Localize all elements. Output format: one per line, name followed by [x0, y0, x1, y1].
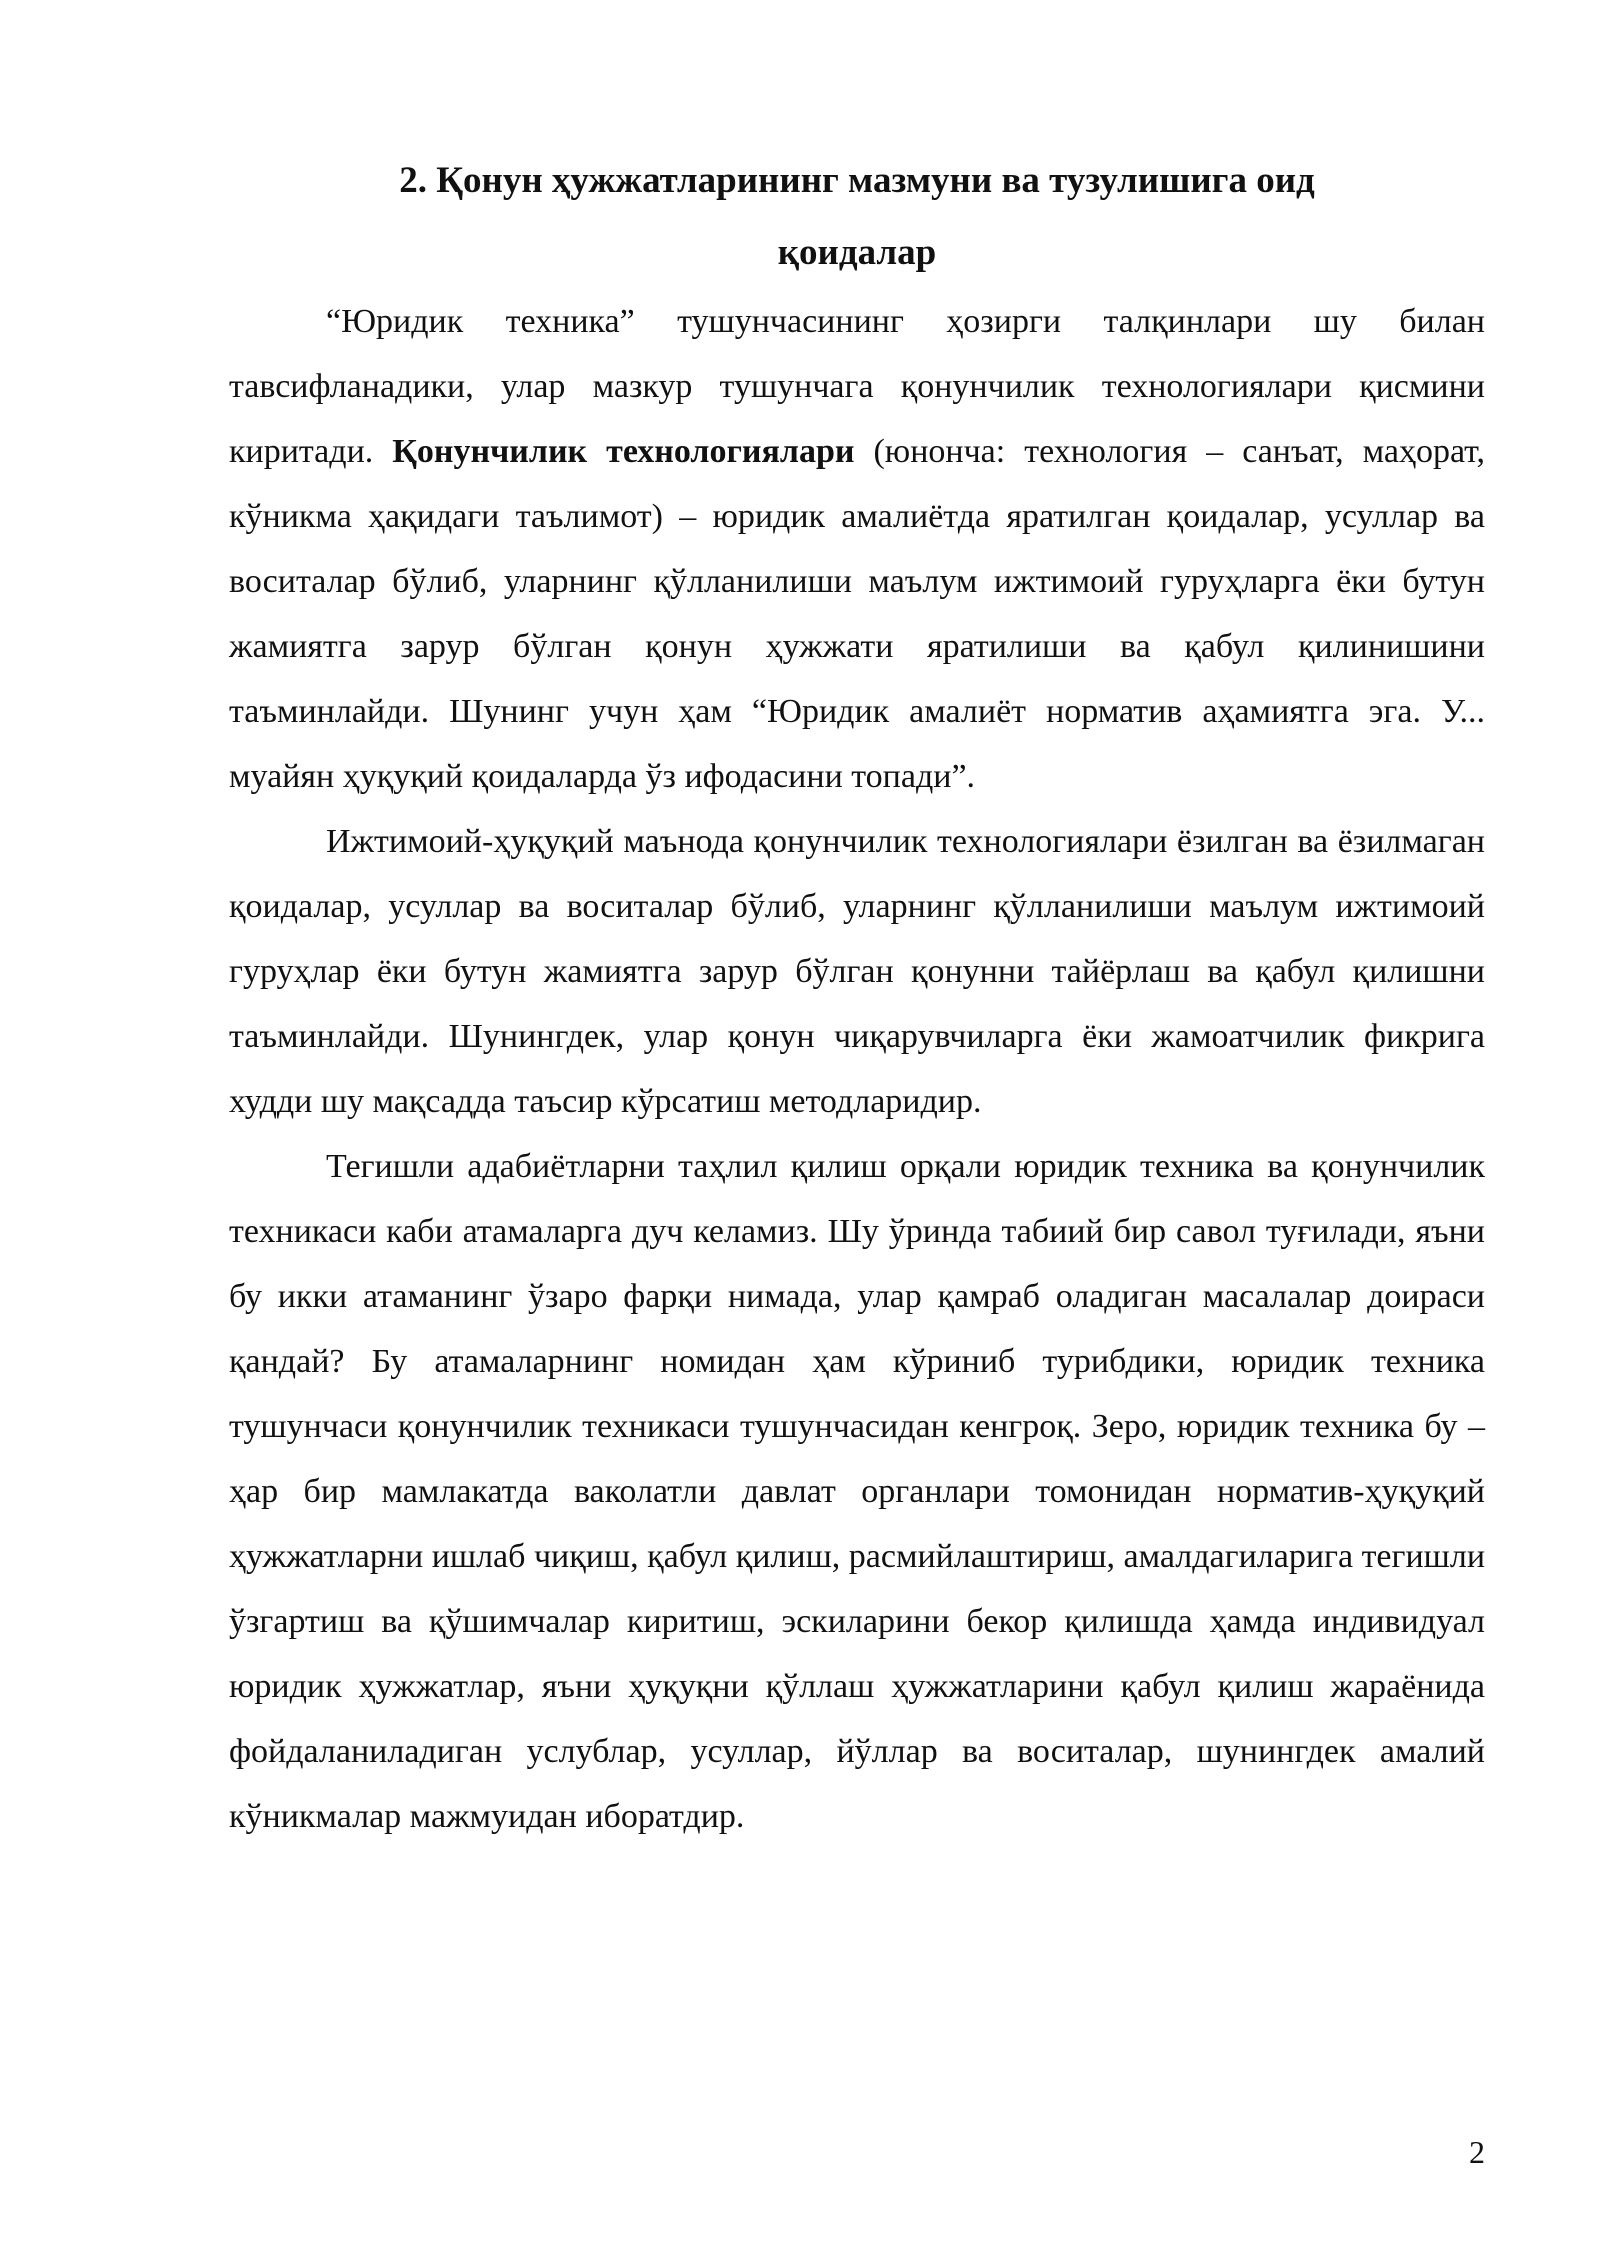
paragraph-1: [229, 289, 1485, 809]
page-number: 2: [1469, 2134, 1485, 2170]
paragraph-2: Ижтимоий-ҳуқуқий маънода қонунчилик технологиялари ёзилган ва ёзилмаган қоидалар, усуллар ва воситалар бўлиб, уларнинг қўлланилиши маълум ижтимоий гуруҳлар ёки бутун жамиятга зарур бўлган қонунни тайёрлаш ва қабул қилишни таъминлайди. Шунингдек, улар қонун чиқарувчиларга ёки жамоатчилик фикрига худди шу мақсадда таъсир кўрсатиш методларидир.: [229, 823, 1485, 1120]
section-title: [229, 145, 1485, 289]
paragraph-1-text-end: (юнонча: технология – санъат, маҳорат, кўникма ҳақидаги таълимот) – юридик амалиётда яратилган қоидалар, усуллар ва воситалар бўлиб, уларнинг қўлланилиши маълум ижтимоий гуруҳларга ёки бутун жамиятга зарур бўлган қонун ҳужжати яратилиши ва қабул қилинишини таъминлайди. Шунинг учун ҳам “Юридик амалиёт норматив аҳамиятга эга. У... муайян ҳуқуқий қоидаларда ўз ифодасини топади”.: [229, 433, 1485, 795]
paragraph-1-text-start: “Юридик техника” тушунчасининг ҳозирги талқинлари шу билан тавсифланадики, улар мазкур тушунчага қонунчилик технологиялари қисмини киритади.: [229, 303, 1485, 470]
section-title-line-1: 2. Қонун ҳужжатларининг мазмуни ва тузулишига оид: [399, 160, 1315, 201]
paragraph-1-bold-term: Қонунчилик технологиялари: [392, 433, 855, 470]
section-title-line-2: қоидалар: [777, 232, 937, 273]
page-content: [229, 145, 1485, 1849]
paragraph-3: Тегишли адабиётларни таҳлил қилиш орқали юридик техника ва қонунчилик техникаси каби атамаларга дуч келамиз. Шу ўринда табиий бир савол туғилади, яъни бу икки атаманинг ўзаро фарқи нимада, улар қамраб оладиган масалалар доираси қандай? Бу атамаларнинг номидан ҳам кўриниб турибдики, юридик техника тушунчаси қонунчилик техникаси тушунчасидан кенгроқ. Зеро, юридик техника бу – ҳар бир мамлакатда ваколатли давлат органлари томонидан норматив-ҳуқуқий ҳужжатларни ишлаб чиқиш, қабул қилиш, расмийлаштириш, амалдагиларига тегишли ўзгартиш ва қўшимчалар киритиш, эскиларини бекор қилишда ҳамда индивидуал юридик ҳужжатлар, яъни ҳуқуқни қўллаш ҳужжатларини қабул қилиш жараёнида фойдаланиладиган услублар, усуллар, йўллар ва воситалар, шунингдек амалий кўникмалар мажмуидан иборатдир.: [229, 1148, 1486, 1835]
